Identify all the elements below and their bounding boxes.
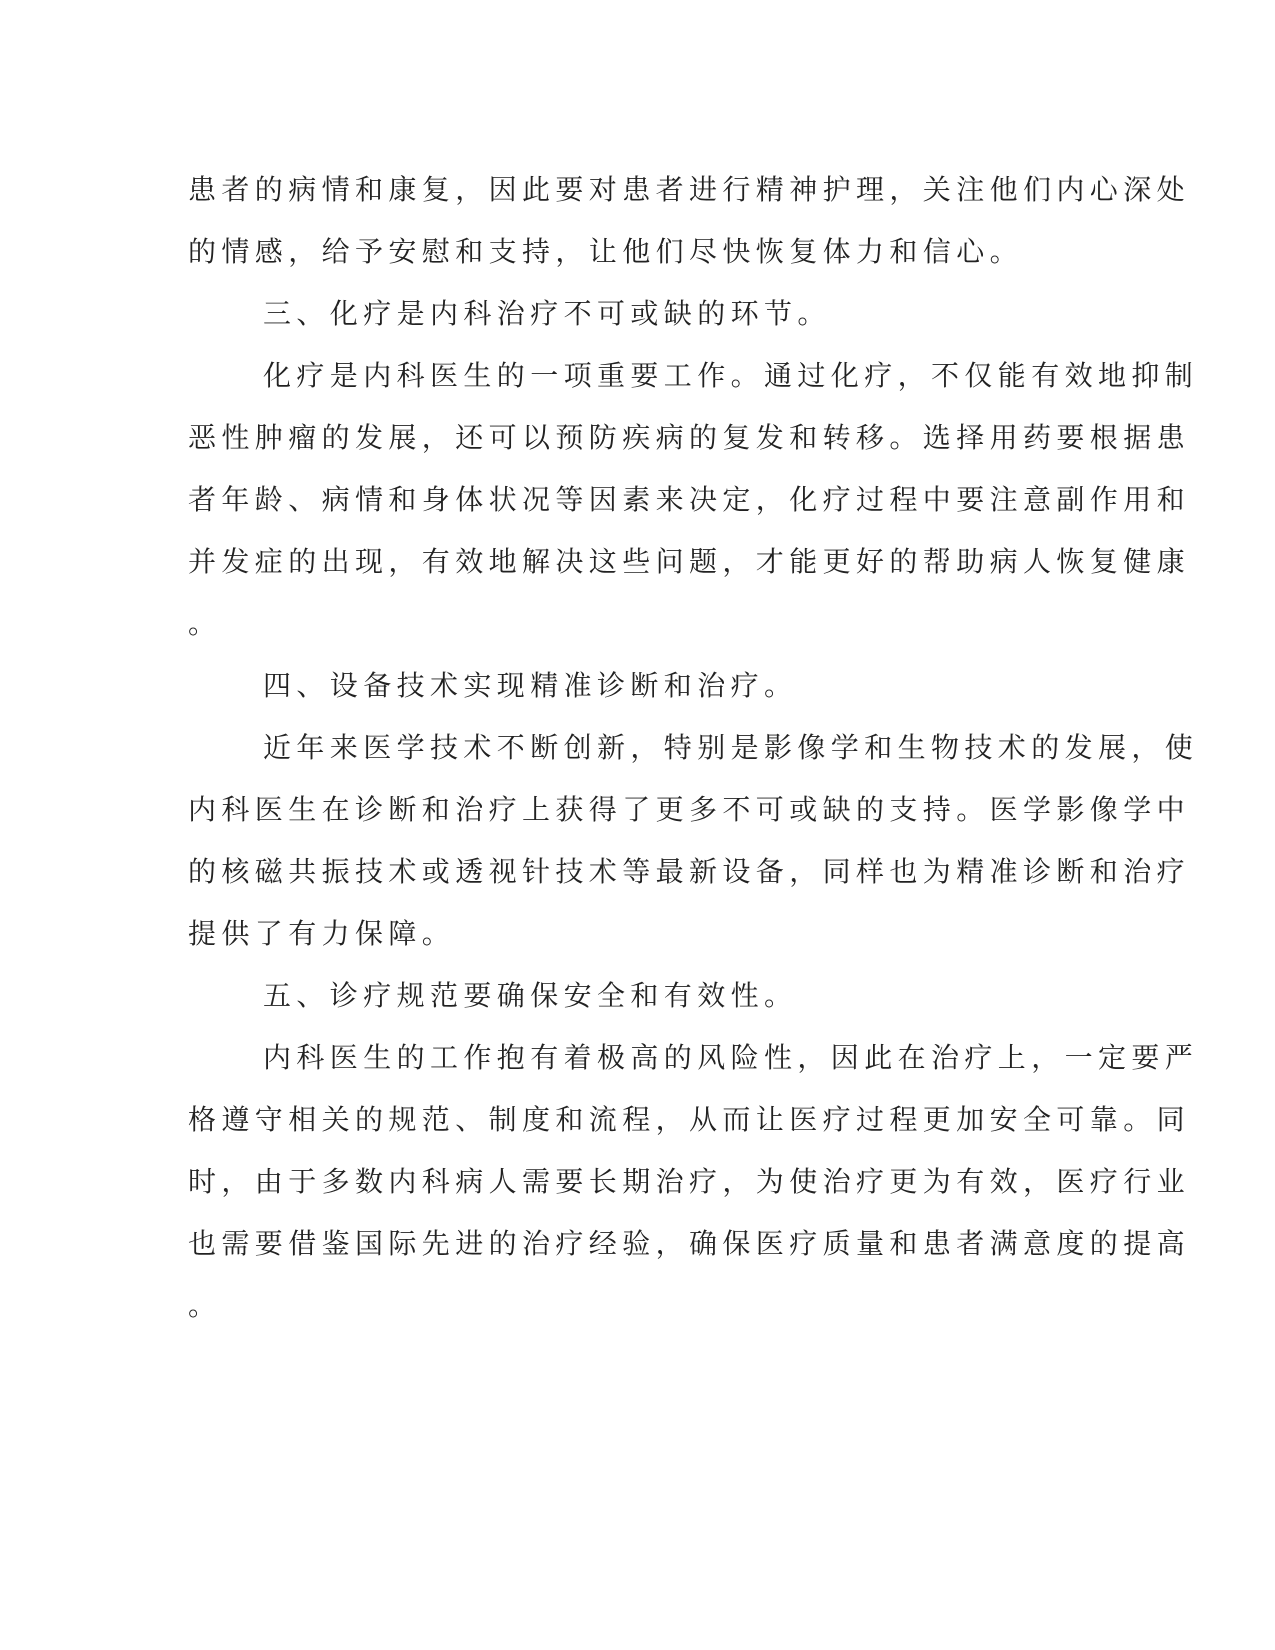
paragraph-line: 。 (188, 1289, 222, 1322)
paragraph-line: 提供了有力保障。 (188, 917, 456, 950)
paragraph-line: 也需要借鉴国际先进的治疗经验，确保医疗质量和患者满意度的提高 (188, 1227, 1191, 1260)
paragraph-line: 时，由于多数内科病人需要长期治疗，为使治疗更为有效，医疗行业 (188, 1165, 1191, 1198)
paragraph-line: 者年龄、病情和身体状况等因素来决定，化疗过程中要注意副作用和 (188, 483, 1191, 516)
paragraph-line: 的核磁共振技术或透视针技术等最新设备，同样也为精准诊断和治疗 (188, 855, 1191, 888)
paragraph-line: 的情感，给予安慰和支持，让他们尽快恢复体力和信心。 (188, 235, 1024, 268)
paragraph-line: 内科医生在诊断和治疗上获得了更多不可或缺的支持。医学影像学中 (188, 793, 1191, 826)
section-heading-5: 五、诊疗规范要确保安全和有效性。 (263, 979, 798, 1012)
section-heading-4: 四、设备技术实现精准诊断和治疗。 (263, 669, 798, 702)
paragraph-line: 患者的病情和康复，因此要对患者进行精神护理，关注他们内心深处 (188, 173, 1191, 206)
paragraph-line: 恶性肿瘤的发展，还可以预防疾病的复发和转移。选择用药要根据患 (188, 421, 1191, 454)
paragraph-line: 并发症的出现，有效地解决这些问题，才能更好的帮助病人恢复健康 (188, 545, 1191, 578)
paragraph-line: 内科医生的工作抱有着极高的风险性，因此在治疗上，一定要严 (263, 1041, 1199, 1074)
paragraph-line: 格遵守相关的规范、制度和流程，从而让医疗过程更加安全可靠。同 (188, 1103, 1191, 1136)
paragraph-line: 近年来医学技术不断创新，特别是影像学和生物技术的发展，使 (263, 731, 1199, 764)
paragraph-line: 化疗是内科医生的一项重要工作。通过化疗，不仅能有效地抑制 (263, 359, 1199, 392)
paragraph-line: 。 (188, 607, 222, 640)
section-heading-3: 三、化疗是内科治疗不可或缺的环节。 (263, 297, 831, 330)
